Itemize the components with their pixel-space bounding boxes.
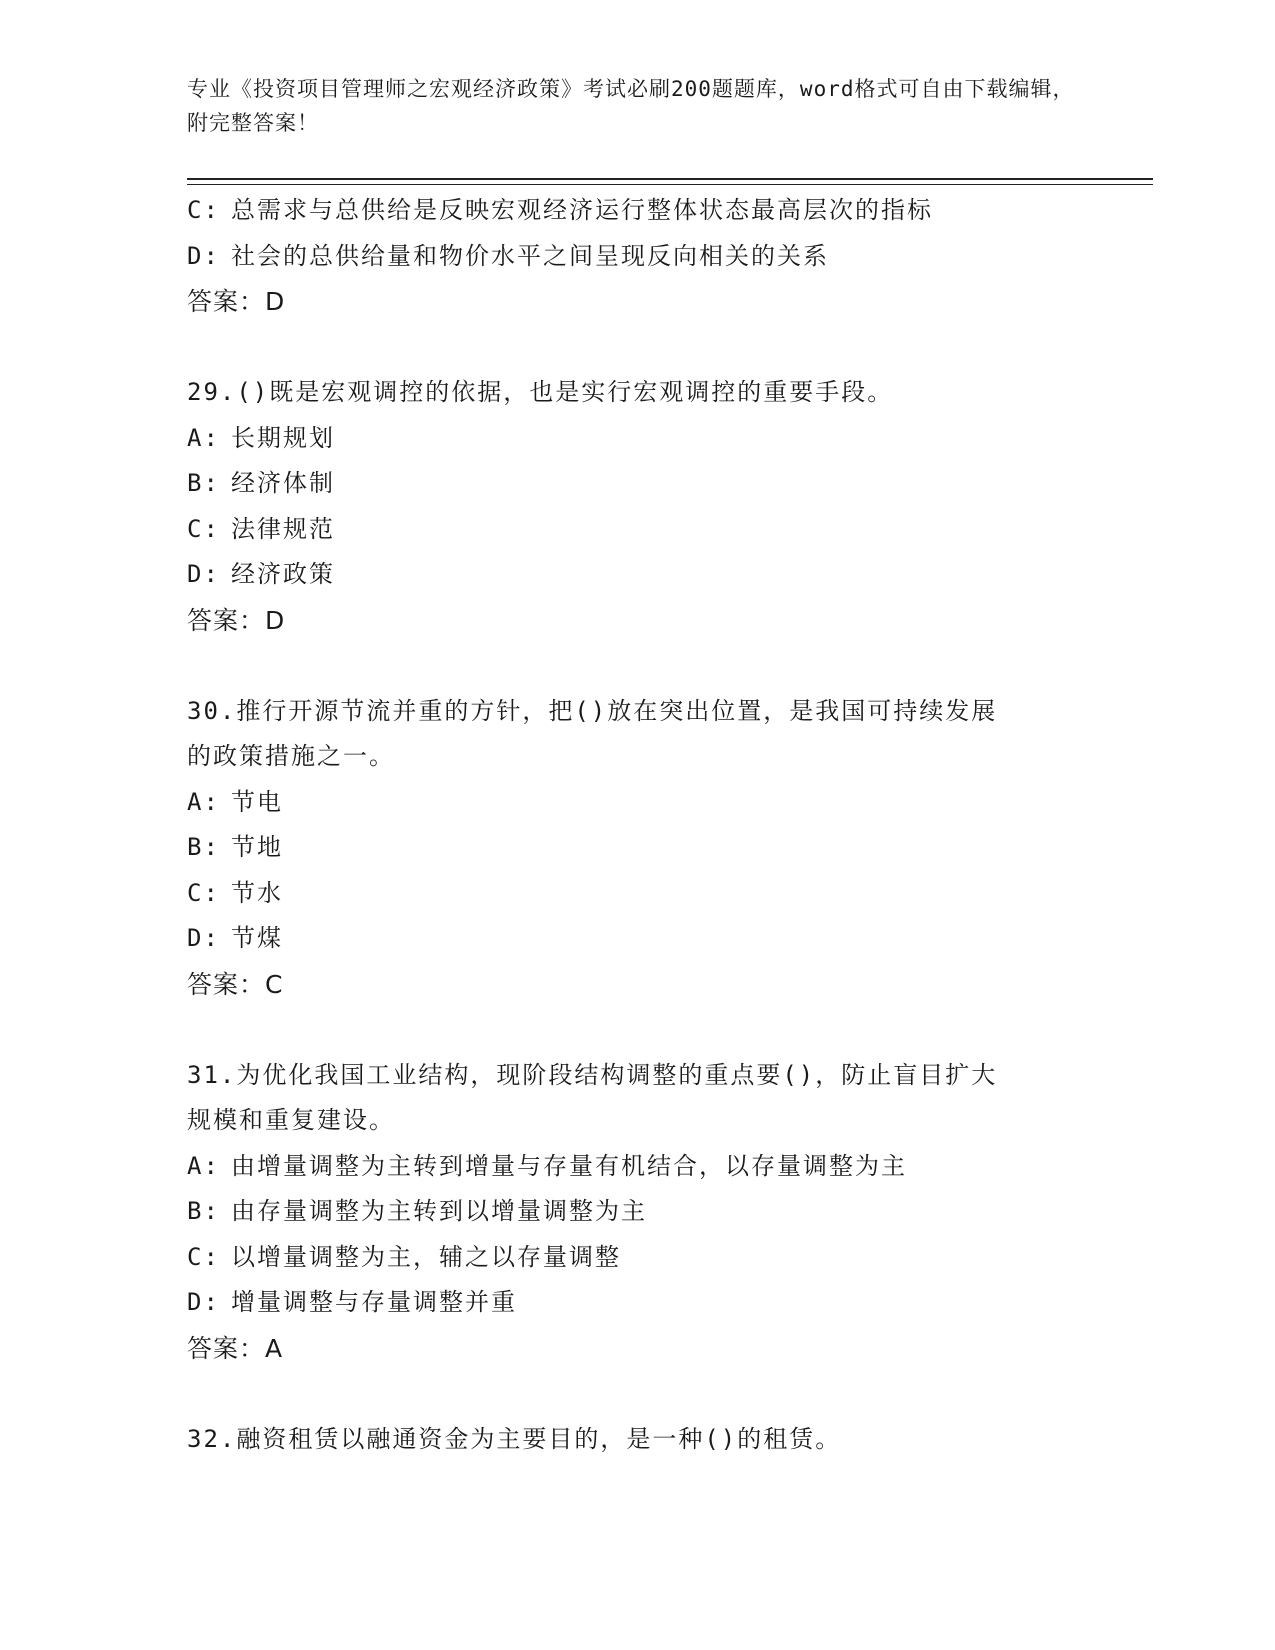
question-stem: 31.为优化我国工业结构，现阶段结构调整的重点要()，防止盲目扩大 [187, 1060, 998, 1089]
option-c: C: 节水 [187, 878, 283, 907]
question-30 [187, 689, 1087, 1008]
answer: 答案：D [187, 287, 286, 316]
question-stem: 30.推行开源节流并重的方针，把()放在突出位置，是我国可持续发展 [187, 696, 998, 725]
header-rule-thick [187, 178, 1153, 180]
question-31 [187, 1053, 1087, 1372]
option-d: D: 社会的总供给量和物价水平之间呈现反向相关的关系 [187, 241, 829, 270]
option-b: B: 节地 [187, 833, 283, 861]
option-c: C: 以增量调整为主，辅之以存量调整 [187, 1242, 621, 1271]
option-a: A: 由增量调整为主转到增量与存量有机结合，以存量调整为主 [187, 1151, 907, 1180]
option-d: D: 经济政策 [187, 560, 335, 588]
option-c: C: 总需求与总供给是反映宏观经济运行整体状态最高层次的指标 [187, 196, 933, 224]
option-b: B: 由存量调整为主转到以增量调整为主 [187, 1197, 647, 1225]
option-a: A: 节电 [187, 787, 283, 816]
answer: 答案：C [187, 969, 284, 999]
question-29 [187, 370, 1087, 643]
option-a: A: 长期规划 [187, 423, 335, 452]
answer: 答案：D [187, 605, 286, 635]
question-stem-continued: 的政策措施之一。 [187, 742, 395, 770]
question-28-tail [187, 188, 1087, 325]
question-stem-continued: 规模和重复建设。 [187, 1106, 395, 1134]
question-stem: 29.()既是宏观调控的依据，也是实行宏观调控的重要手段。 [187, 378, 894, 406]
document-header: 专业《投资项目管理师之宏观经济政策》考试必刷200题题库，word格式可自由下载编辑，附完整答案！ [187, 77, 1075, 135]
question-stem: 32.融资租赁以融通资金为主要目的，是一种()的租赁。 [187, 1424, 842, 1453]
option-c: C: 法律规范 [187, 514, 335, 543]
option-d: D: 节煤 [187, 924, 283, 952]
question-32 [187, 1417, 1087, 1463]
option-d: D: 增量调整与存量调整并重 [187, 1288, 517, 1316]
question-list [187, 188, 1087, 1462]
answer: 答案：A [187, 1333, 284, 1363]
option-b: B: 经济体制 [187, 469, 335, 497]
header-rule-thin [187, 184, 1153, 185]
